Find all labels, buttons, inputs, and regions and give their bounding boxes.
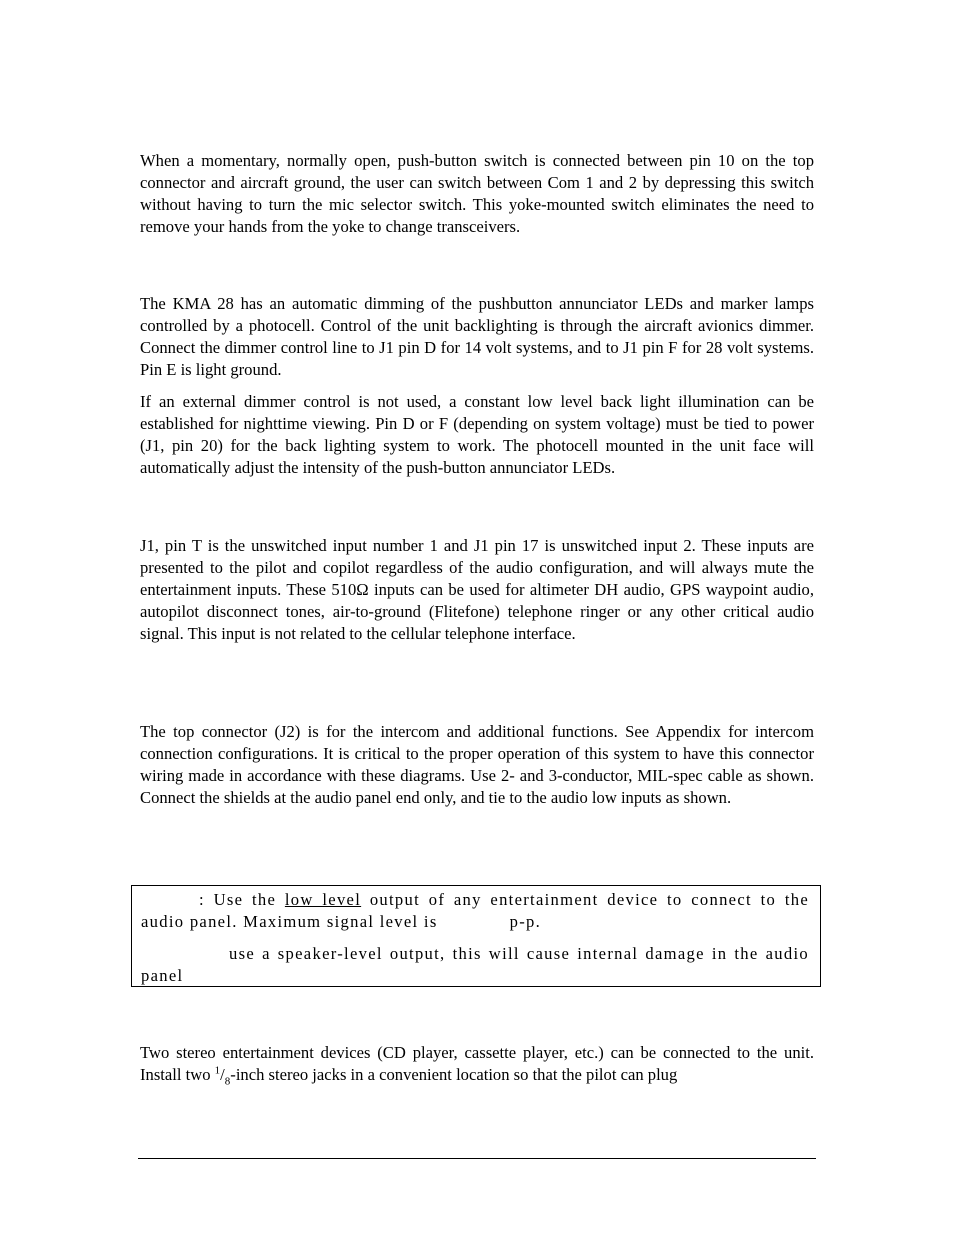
paragraph-dimming: The KMA 28 has an automatic dimming of the pushbutton annunciator LEDs and marker lamps controlled by a photocell. Control of the unit backlighting is through the aircraft avionics dimmer. Connect the dimmer control line to J1 pin D for 14 volt systems, and to J1 pin F for 28 volt systems. Pin E is light ground. xyxy=(140,294,814,379)
fraction-denominator: 8 xyxy=(224,1075,231,1088)
paragraph-yoke-switch: When a momentary, normally open, push-button switch is connected between pin 10 on the top connector and aircraft ground, the user can switch between Com 1 and 2 by depressing this switch without having to turn the mic selector switch. This yoke-mounted switch eliminates the need to remove your hands from the yoke to change transceivers. xyxy=(140,151,814,236)
paragraph-unswitched-inputs: J1, pin T is the unswitched input number 1 and J1 pin 17 is unswitched input 2. These inputs are presented to the pilot and copilot regardless of the audio configuration, and will always mute the entertainment inputs. These 510Ω inputs can be used for altimeter DH audio, GPS waypoint audio, autopilot disconnect tones, air-to-ground (Flitefone) telephone ringer or any other critical audio signal. This input is not related to the cellular telephone interface. xyxy=(140,536,814,643)
note-line-warning: use a speaker-level output, this will cause internal damage in the audio panel xyxy=(141,944,809,985)
footer-rule xyxy=(138,1158,816,1159)
note-line-signal-level: : Use the low level output of any entertainment device to connect to the audio panel. Maximum signal level is p-p. xyxy=(141,890,809,931)
low-level-underlined: low level xyxy=(284,890,362,909)
fraction-numerator: 1 xyxy=(214,1064,221,1077)
paragraph-top-connector: The top connector (J2) is for the intercom and additional functions. See Appendix for intercom connection configurations. It is critical to the proper operation of this system to have this connector wiring made in accordance with these diagrams. Use 2- and 3-conductor, MIL-spec cable as shown. Connect the shields at the audio panel end only, and tie to the audio low inputs as shown. xyxy=(140,722,814,807)
note-box xyxy=(131,885,821,987)
paragraph-entertainment-devices: Two stereo entertainment devices (CD player, cassette player, etc.) can be connected to the unit. Install two $^1/_8$-inch stereo jacks in a convenient location so that the pilot can plug xyxy=(140,1043,814,1088)
paragraph-external-dimmer: If an external dimmer control is not used, a constant low level back light illumination can be established for nighttime viewing. Pin D or F (depending on system voltage) must be tied to power (J1, pin 20) for the back lighting system to work. The photocell mounted in the unit face will automatically adjust the intensity of the push-button annunciator LEDs. xyxy=(140,392,814,477)
